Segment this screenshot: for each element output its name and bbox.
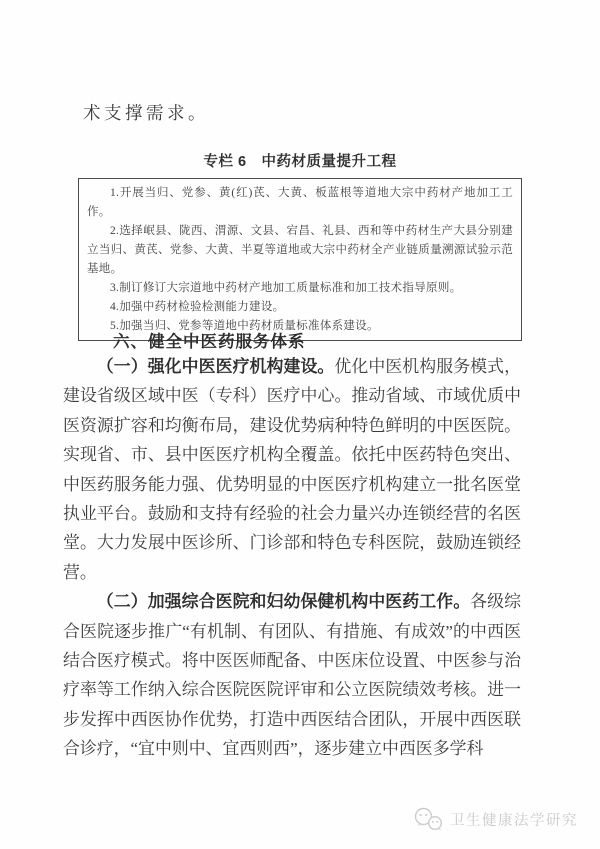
paragraph-2 <box>63 587 521 763</box>
box-item-2: 2.选择岷县、陇西、渭源、文县、宕昌、礼县、西和等中药材生产大县分别建立当归、黄芪、党参、大黄、半夏等道地或大宗中药材全产业链质量溯源试验示范基地。 <box>87 225 513 275</box>
box-item-1: 1.开展当归、党参、黄(红)芪、大黄、板蓝根等道地大宗中药材产地加工工作。 <box>87 187 513 218</box>
callout-box-title: 专栏 6 中药材质量提升工程 <box>203 154 397 170</box>
box-item-3: 3.制订修订大宗道地中药材产地加工质量标准和加工技术指导原则。 <box>110 282 462 294</box>
watermark-label: 卫生健康法学研究 <box>450 813 578 829</box>
box-item-5: 5.加强当归、党参等道地中药材质量标准体系建设。 <box>110 320 379 332</box>
box-item-4: 4.加强中药材检验检测能力建设。 <box>110 301 285 313</box>
continuation-text: 术支撑需求。 <box>83 103 209 123</box>
paragraph-1 <box>63 352 521 587</box>
section-title: 六、健全中医药服务体系 <box>113 333 306 351</box>
paragraph-1-body: 优化中医机构服务模式，建设省级区域中医（专科）医疗中心。推动省域、市域优质中医资源扩容和均衡布局，建设优势病种特色鲜明的中医医院。实现省、市、县中医医疗机构全覆盖。依托中医药特色突出、中医药服务能力强、优势明显的中医医疗机构建立一批名医堂执业平台。鼓励和支持有经验的社会力量兴办连锁经营的名医堂。大力发展中医诊所、门诊部和特色专科医院，鼓励连锁经营。 <box>63 357 522 582</box>
body-text <box>63 352 521 764</box>
paragraph-2-body: 各级综合医院逐步推广“有机制、有团队、有措施、有成效”的中西医结合医疗模式。将中医医师配备、中医床位设置、中医参与治疗率等工作纳入综合医院医院评审和公立医院绩效考核。进一步发挥中西医协作优势，打造中西医结合团队，开展中西医联合诊疗，“宜中则中、宜西则西”，逐步建立中西医多学科 <box>63 592 522 759</box>
paragraph-1-lead: （一）强化中医医疗机构建设。 <box>96 357 335 376</box>
paragraph-2-lead: （二）加强综合医院和妇幼保健机构中医药工作。 <box>96 592 471 612</box>
watermark <box>412 806 578 833</box>
wechat-icon <box>412 806 445 833</box>
callout-box <box>78 178 522 341</box>
